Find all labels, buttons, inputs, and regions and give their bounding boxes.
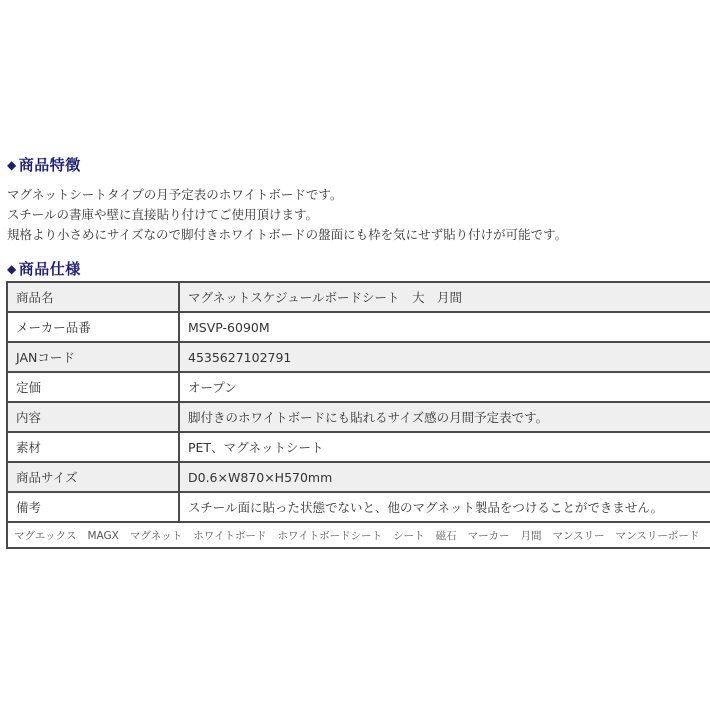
table-row bbox=[7, 432, 710, 462]
features-line: マグネットシートタイプの月予定表のホワイトボードです。 bbox=[7, 187, 343, 202]
features-line: スチールの書庫や壁に直接貼り付けてご使用頂けます。 bbox=[7, 207, 319, 222]
keyword: 磁石 bbox=[435, 529, 457, 542]
keywords-cell bbox=[7, 522, 710, 548]
features-heading-text: 商品特徴 bbox=[18, 156, 81, 174]
spec-label: 素材 bbox=[7, 432, 179, 462]
specs-heading bbox=[7, 258, 81, 279]
table-row bbox=[7, 342, 710, 372]
table-row bbox=[7, 492, 710, 522]
keyword: ホワイトボードシート bbox=[277, 529, 383, 542]
keywords-row bbox=[7, 522, 710, 548]
diamond-icon: ◆ bbox=[7, 158, 17, 172]
table-row bbox=[7, 312, 710, 342]
spec-label: 備考 bbox=[7, 492, 179, 522]
spec-value: オープン bbox=[179, 372, 710, 402]
specs-heading-text: 商品仕様 bbox=[18, 260, 81, 278]
spec-label: 商品名 bbox=[7, 282, 179, 312]
spec-table bbox=[6, 281, 710, 549]
table-row bbox=[7, 282, 710, 312]
spec-value: MSVP-6090M bbox=[179, 312, 710, 342]
features-line: 規格より小さめにサイズなので脚付きホワイトボードの盤面にも枠を気にせず貼り付けが可能です。 bbox=[7, 227, 568, 242]
spec-value: 脚付きのホワイトボードにも貼れるサイズ感の月間予定表です。 bbox=[179, 402, 710, 432]
spec-label: 商品サイズ bbox=[7, 462, 179, 492]
spec-value: 4535627102791 bbox=[179, 342, 710, 372]
spec-label: メーカー品番 bbox=[7, 312, 179, 342]
spec-value: マグネットスケジュールボードシート 大 月間 bbox=[179, 282, 710, 312]
keyword: MAGX bbox=[87, 529, 119, 542]
spec-label: JANコード bbox=[7, 342, 179, 372]
table-row bbox=[7, 402, 710, 432]
keyword: マグエックス bbox=[14, 529, 77, 542]
spec-value: PET、マグネットシート bbox=[179, 432, 710, 462]
keyword: ホワイトボード bbox=[193, 529, 267, 542]
keyword: 月間 bbox=[520, 529, 542, 542]
spec-label: 内容 bbox=[7, 402, 179, 432]
features-description bbox=[7, 185, 567, 245]
spec-label: 定価 bbox=[7, 372, 179, 402]
keyword: マーカー bbox=[467, 529, 510, 542]
diamond-icon: ◆ bbox=[7, 262, 17, 276]
keyword: マンスリーボード bbox=[615, 529, 700, 542]
keyword: マンスリー bbox=[552, 529, 605, 542]
table-row bbox=[7, 462, 710, 492]
spec-value: スチール面に貼った状態でないと、他のマグネット製品をつけることができません。 bbox=[179, 492, 710, 522]
keyword: シート bbox=[393, 529, 425, 542]
keyword: マグネット bbox=[129, 529, 183, 542]
features-heading bbox=[7, 154, 81, 175]
spec-value: D0.6×W870×H570mm bbox=[179, 462, 710, 492]
table-row bbox=[7, 372, 710, 402]
